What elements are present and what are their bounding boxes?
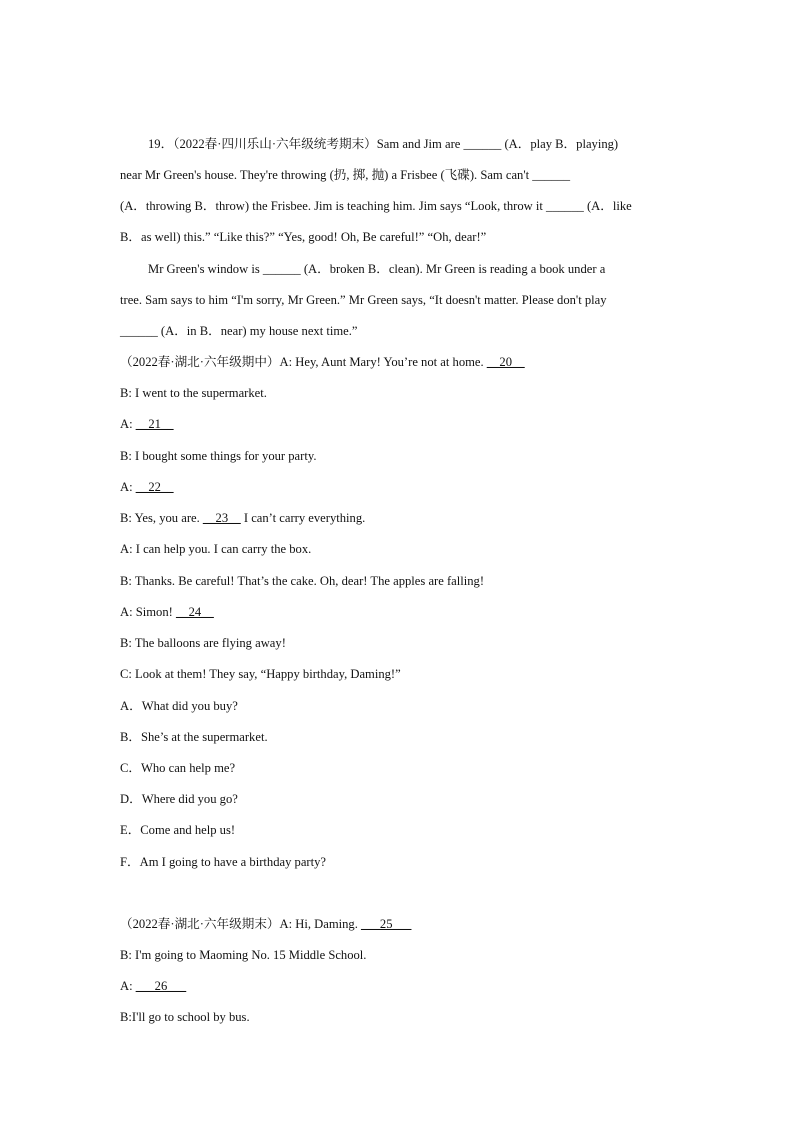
dialog1-header [120,354,680,370]
dialog2-b1: B: I'm going to Maoming No. 15 Middle School. [120,948,367,962]
dialog1-c1: C: Look at them! They say, “Happy birthday, Daming!” [120,667,401,681]
dialog2-a2 [120,978,680,994]
dialog2-header [120,916,680,932]
dialog1-a5-text: A: Simon! [120,605,176,619]
blank-22: __22__ [135,480,174,494]
blank-26: ___26___ [135,979,187,993]
dialog1-a3 [120,479,680,495]
dialog1-a4: A: I can help you. I can carry the box. [120,542,312,556]
dialog2-b2: B:I'll go to school by bus. [120,1010,250,1024]
dialog1-b1: B: I went to the supermarket. [120,386,267,400]
blank-23: __23__ [202,511,241,525]
option-d: D．Where did you go? [120,792,238,806]
dialog2-header-text: （2022春·湖北·六年级期末）A: Hi, Daming. [120,917,362,931]
option-e: E．Come and help us! [120,823,236,837]
q19-line-2: near Mr Green's house. They're throwing (扔, 掷, 抛) a Frisbee (飞碟). Sam can't ______ [120,168,571,182]
option-a: A．What did you buy? [120,699,238,713]
dialog1-b2: B: I bought some things for your party. [120,449,317,463]
speaker-a: A: [120,480,136,494]
blank-21: __21__ [135,417,174,431]
blank-24: __24__ [175,605,214,619]
dialog1-header-text: （2022春·湖北·六年级期中）A: Hey, Aunt Mary! You’re not at home. [120,355,487,369]
speaker-a: A: [120,417,136,431]
q19-line-6: tree. Sam says to him “I'm sorry, Mr Green.” Mr Green says, “It doesn't matter. Please don't play [120,293,607,307]
q19-line-5: Mr Green's window is ______ (A．broken B．clean). Mr Green is reading a book under a [148,262,606,276]
dialog1-b3-suffix: I can’t carry everything. [240,511,366,525]
blank-20: __20__ [486,355,525,369]
q19-line-7: ______ (A．in B．near) my house next time.” [120,324,358,338]
q19-line-4: B．as well) this.” “Like this?” “Yes, good! Oh, Be careful!” “Oh, dear!” [120,230,487,244]
dialog1-a2 [120,416,680,432]
dialog1-b5: B: The balloons are flying away! [120,636,286,650]
dialog1-b4: B: Thanks. Be careful! That’s the cake. Oh, dear! The apples are falling! [120,574,485,588]
blank-25: ___25___ [361,917,412,931]
dialog1-b3-text: B: Yes, you are. [120,511,203,525]
q19-line-3: (A．throwing B．throw) the Frisbee. Jim is teaching him. Jim says “Look, throw it ______ (A．like [120,199,632,213]
option-b: B．She’s at the supermarket. [120,730,268,744]
q19-line-1: 19．（2022春·四川乐山·六年级统考期末）Sam and Jim are ______ (A．play B．playing) [148,137,619,151]
dialog1-a5 [120,604,680,620]
dialog1-b3 [120,510,680,526]
speaker-a: A: [120,979,136,993]
option-c: C．Who can help me? [120,761,236,775]
option-f: F．Am I going to have a birthday party? [120,855,327,869]
